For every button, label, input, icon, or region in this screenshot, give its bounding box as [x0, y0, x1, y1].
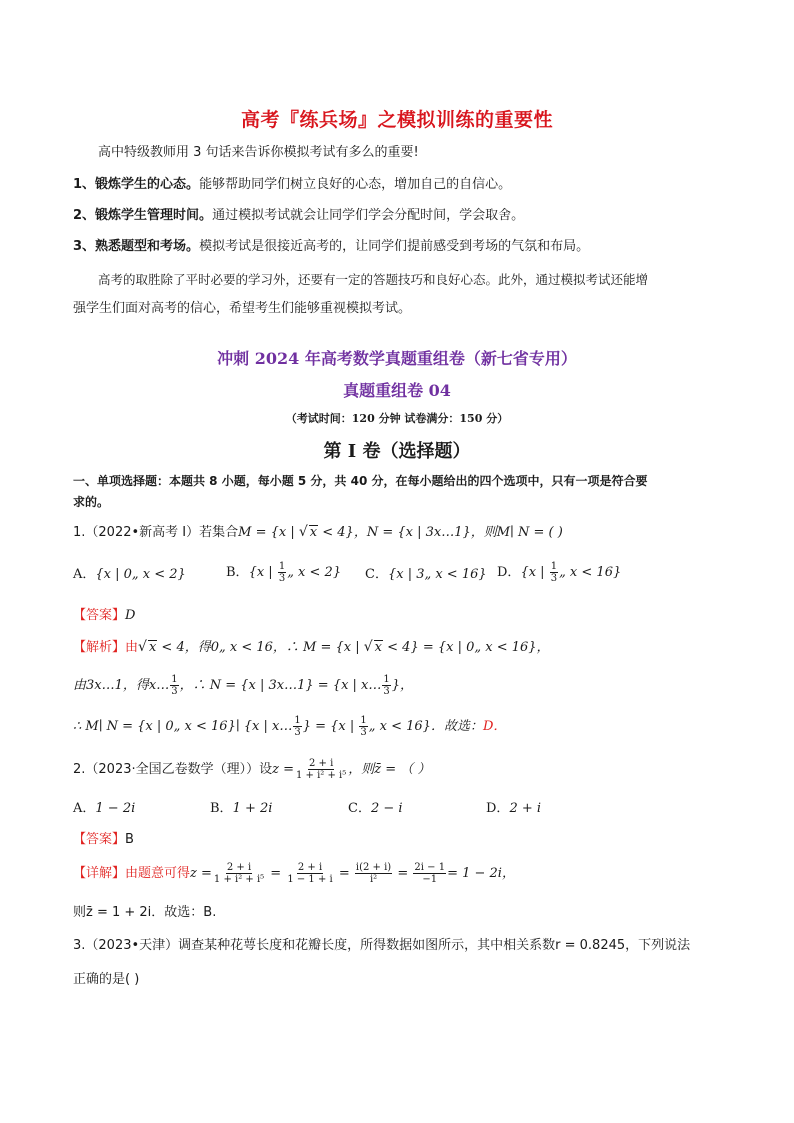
sqrt-icon: √	[138, 639, 147, 655]
analysis-answer: D．	[482, 719, 507, 734]
analysis-text: 由3x…1，得x…	[73, 678, 170, 693]
conclusion-2: 则z̄ = 1 + 2i．故选：B.	[73, 905, 217, 920]
question-ask: ，则M∣ N = ( )	[470, 525, 563, 540]
numerator: 2 + i	[226, 862, 252, 873]
option-text: 1 + 2i	[232, 801, 273, 816]
analysis-text: ∴ M∣ N = {x | 0„ x < 16}∣ {x | x…	[73, 719, 293, 734]
detail-text: 由题意可得	[125, 866, 191, 881]
fraction	[295, 758, 347, 781]
option-text: {x |	[520, 565, 549, 580]
analysis-line-1	[73, 637, 550, 658]
option-text: {x |	[248, 565, 277, 580]
numerator: 2 + i	[297, 862, 323, 873]
fraction	[286, 862, 333, 885]
analysis-tag: 【解析】	[73, 640, 126, 655]
detail-text: = 1 − 2i，	[447, 866, 515, 881]
option-text: 2 − i	[370, 801, 403, 816]
intro-text: 高中特级教师用 3 句话来告诉你模拟考试有多么的重要!	[98, 145, 419, 160]
section-instruction-line-2: 求的。	[73, 495, 110, 509]
fraction	[550, 561, 558, 584]
option-c	[365, 565, 487, 585]
question-2-stem	[73, 758, 430, 781]
question-3-line-1: 3.（2023•天津）调查某种花萼长度和花瓣长度，所得数据如图所示，其中相关系数r = 0.8245，下列说法	[73, 938, 691, 953]
numerator: 1	[294, 715, 301, 726]
answer-tag: 【答案】	[73, 832, 126, 847]
answer-tag: 【答案】	[73, 608, 126, 623]
sqrt-content: x	[309, 525, 318, 540]
sqrt-icon: √	[363, 639, 373, 655]
detail-line: 【详解】由题意可得z = $\frac{2 + i}{\text{1 + i² + i⁵}}$ = $\frac{2 + i}{1 - 1 + i}$ = $\frac{i(2 + i)}{\text{i²}}$ = $\frac{2i - 1}{-1}$ = 1 − 2i，	[73, 862, 515, 885]
denominator: 3	[360, 727, 367, 738]
option-label: C．	[365, 567, 388, 582]
point-number: 3、	[73, 239, 96, 254]
option-d	[486, 799, 541, 819]
option-b	[210, 799, 272, 819]
answer-value: D	[125, 608, 136, 623]
numerator: 2i − 1	[414, 862, 446, 873]
option-d	[497, 561, 621, 584]
fraction	[355, 862, 392, 885]
question-1-stem	[73, 522, 563, 543]
option-text: {x | 0„ x < 2}	[95, 567, 186, 582]
analysis-text: }，	[391, 678, 414, 693]
numerator: 1	[360, 715, 367, 726]
numerator: 1	[171, 674, 178, 685]
point-text: 通过模拟考试就会让同学们学会分配时间，学会取舍。	[212, 208, 525, 223]
denominator: 3	[278, 573, 286, 584]
denominator: 1 + i² + i⁵	[213, 874, 265, 885]
point-number: 2、	[73, 208, 96, 223]
closing-line-1: 高考的取胜除了平时必要的学习外，还要有一定的答题技巧和良好心态。此外，通过模拟考试还能增	[98, 272, 649, 287]
denominator: 3	[383, 686, 390, 697]
point-text: 能够帮助同学们树立良好的心态，增加自己的自信心。	[199, 177, 512, 192]
numerator: i(2 + i)	[355, 862, 392, 873]
option-text: „ x < 16}	[559, 565, 622, 580]
z-equals: z =	[190, 866, 212, 881]
analysis-text: ，∴ N = {x | 3x…1} = {x | x…	[179, 678, 382, 693]
numerator: 1	[383, 674, 390, 685]
z-equals: z =	[272, 762, 294, 777]
option-a	[73, 799, 135, 819]
analysis-line-3	[73, 715, 506, 738]
closing-line-2: 强学生们面对高考的信心，希望考生们能够重视模拟考试。	[73, 301, 412, 316]
part-title: 第 I 卷（选择题）	[323, 441, 471, 462]
fraction	[293, 715, 301, 738]
denominator: 3	[550, 573, 558, 584]
point-number: 1、	[73, 177, 96, 192]
analysis-text: < 4} = {x | 0„ x < 16}，	[383, 640, 550, 655]
denominator: 3	[171, 686, 178, 697]
analysis-line-2	[73, 674, 413, 697]
option-label: D．	[497, 565, 521, 580]
detail-tag: 【详解】	[73, 866, 126, 881]
option-b	[226, 561, 341, 584]
question-prefix: 1.（2022•新高考 I）若集合	[73, 525, 239, 540]
option-label: B．	[226, 565, 249, 580]
numerator: 1	[278, 561, 286, 572]
denominator: −1	[422, 874, 438, 885]
sqrt-icon: √	[298, 524, 308, 540]
fraction	[413, 862, 446, 885]
exam-title: 冲刺 2024 年高考数学真题重组卷（新七省专用）	[217, 349, 577, 368]
option-c	[348, 799, 403, 819]
numerator: 2 + i	[308, 758, 334, 769]
point-text: 模拟考试是很接近高考的，让同学们提前感受到考场的气氛和布局。	[199, 239, 590, 254]
set-m-tail: < 4}	[318, 525, 354, 540]
point-heading: 锻炼学生管理时间。	[95, 208, 213, 223]
point-heading: 熟悉题型和考场。	[95, 239, 200, 254]
set-m: M = {x |	[238, 525, 299, 540]
option-text: 2 + i	[509, 801, 542, 816]
fraction	[278, 561, 286, 584]
option-label: C．	[348, 801, 371, 816]
denominator: i²	[369, 874, 378, 885]
fraction	[382, 674, 390, 697]
fraction	[213, 862, 265, 885]
denominator: 3	[294, 727, 301, 738]
point-1	[73, 175, 511, 195]
option-text: „ x < 2}	[287, 565, 342, 580]
fraction	[359, 715, 367, 738]
question-prefix: 2.（2023·全国乙卷数学（理））设	[73, 762, 273, 777]
option-label: B．	[210, 801, 233, 816]
question-3-line-2: 正确的是( )	[73, 972, 140, 987]
point-2	[73, 206, 524, 226]
fraction	[170, 674, 178, 697]
page-title: 高考『练兵场』之模拟训练的重要性	[240, 109, 553, 131]
point-3	[73, 237, 589, 257]
answer-2	[73, 830, 134, 850]
analysis-text: < 4，得0„ x < 16，∴ M = {x |	[157, 640, 364, 655]
option-text: 1 − 2i	[95, 801, 136, 816]
answer-value: B	[125, 832, 134, 847]
sqrt-content: x	[148, 640, 157, 655]
point-heading: 锻炼学生的心态。	[95, 177, 200, 192]
option-label: A．	[73, 801, 96, 816]
question-ask: ，则z̄ = （ ）	[348, 762, 431, 777]
exam-subtitle: 真题重组卷 04	[343, 381, 451, 400]
denominator: 1 + i² + i⁵	[296, 770, 347, 781]
analysis-text: } = {x |	[302, 719, 359, 734]
set-n: ，N = {x | 3x…1}	[353, 525, 471, 540]
sqrt-content: x	[374, 640, 383, 655]
option-a	[73, 565, 186, 585]
option-label: D．	[486, 801, 510, 816]
option-label: A．	[73, 567, 96, 582]
answer-1	[73, 606, 135, 626]
numerator: 1	[550, 561, 558, 572]
exam-meta: （考试时间：120 分钟 试卷满分：150 分）	[285, 412, 509, 425]
denominator: 1 − 1 + i	[287, 874, 333, 885]
analysis-text: 由	[125, 640, 139, 655]
analysis-text: „ x < 16}．故选：	[368, 719, 483, 734]
option-text: {x | 3„ x < 16}	[387, 567, 487, 582]
section-instruction-line-1: 一、单项选择题：本题共 8 小题，每小题 5 分，共 40 分，在每小题给出的四个选项中，只有一项是符合要	[73, 474, 648, 488]
